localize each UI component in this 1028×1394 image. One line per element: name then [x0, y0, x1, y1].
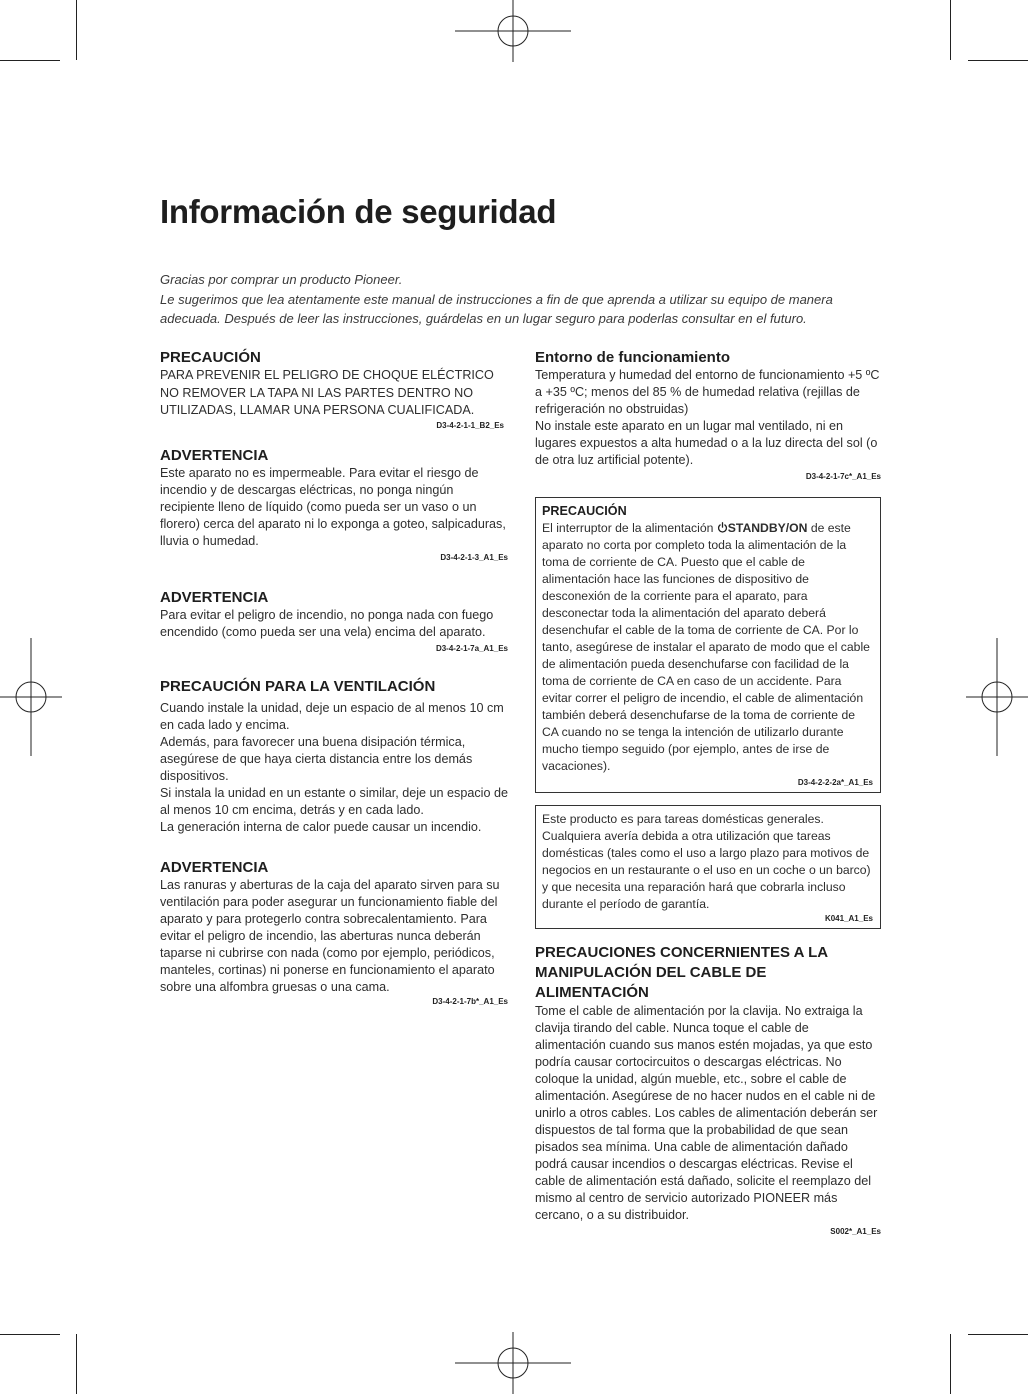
reference-code: D3-4-2-1-1_B2_Es [436, 420, 504, 430]
uso-domestico-box [535, 805, 881, 929]
reference-code: D3-4-2-2-2a*_A1_Es [797, 778, 873, 787]
section-ventilacion [160, 677, 508, 836]
crop-mark [76, 0, 77, 60]
registration-mark-top [455, 0, 571, 62]
section-heading: PRECAUCIONES CONCERNIENTES A LA MANIPULACIÓN DEL CABLE DE ALIMENTACIÓN [535, 944, 828, 1001]
left-column [160, 348, 508, 1008]
box-heading: PRECAUCIÓN [542, 504, 627, 518]
section-body: Las ranuras y aberturas de la caja del aparato sirven para su ventilación para poder asegurar un funcionamiento fiable del aparato y para protegerlo contra sobrecalentamiento. Para evitar el peligro de incendio, las aberturas nunca deberán taparse ni cubrirse con nada (como por ejemplo, periódicos, manteles, cortinas) ni ponerse en funcionamiento el aparato sobre una alfombra gruesas o una cama. [160, 877, 500, 994]
section-entorno [535, 348, 881, 483]
right-column [535, 348, 881, 1238]
section-body: PARA PREVENIR EL PELIGRO DE CHOQUE ELÉCTRICO NO REMOVER LA TAPA NI LAS PARTES DENTRO NO UTILIZADAS, LLAMAR UNA PERSONA CUALIFICADA. [160, 368, 494, 417]
intro-text [160, 270, 890, 329]
section-body: Para evitar el peligro de incendio, no ponga nada con fuego encendido (como pueda ser una vela) encima del aparato. [160, 607, 494, 639]
crop-mark [968, 60, 1028, 61]
section-body: Este aparato no es impermeable. Para evitar el riesgo de incendio y de descargas eléctricas, no ponga ningún recipiente lleno de líquido (como pueda ser un vaso o un florero) cerca del aparato ni lo exponga a goteo, salpicaduras, lluvia o humedad. [160, 465, 506, 548]
section-heading: PRECAUCIÓN PARA LA VENTILACIÓN [160, 677, 436, 695]
box-body [542, 520, 873, 775]
reference-code: D3-4-2-1-7a_A1_Es [435, 643, 508, 653]
box-body: Este producto es para tareas domésticas generales. Cualquiera avería debida a otra utilización que tareas domésticas (tales como el uso a largo plazo para motivos de negocios en un restaurante o el uso en un coche o un barco) y que necesita una reparación hará que cobrarla incluso durante el período de garantía. [542, 812, 871, 911]
registration-mark-bottom [455, 1332, 571, 1394]
section-advertencia-agua [160, 446, 508, 564]
registration-mark-left [0, 638, 62, 756]
section-paragraph: Temperatura y humedad del entorno de funcionamiento +5 ºC a +35 ºC; menos del 85 % de humedad relativa (rejillas de refrigeración no obstruidas) [535, 368, 880, 416]
section-heading: Entorno de funcionamiento [535, 349, 730, 366]
power-icon [717, 522, 728, 533]
reference-code: D3-4-2-1-7c*_A1_Es [805, 472, 881, 481]
section-paragraph: No instale este aparato en un lugar mal ventilado, ni en lugares expuestos a alta humedad o a la luz directa del sol (o de otra luz artificial potente). [535, 419, 878, 467]
section-paragraph: Si instala la unidad en un estante o similar, deje un espacio de al menos 10 cm encima, detrás y en cada lado. [160, 785, 508, 817]
section-advertencia-fuego [160, 588, 508, 655]
reference-code: D3-4-2-1-7b*_A1_Es [432, 996, 508, 1006]
section-paragraph: Cuando instale la unidad, deje un espacio de al menos 10 cm en cada lado y encima. [160, 700, 504, 732]
precaucion-standby-box [535, 497, 881, 793]
box-body-pre: El interruptor de la alimentación [542, 521, 717, 535]
reference-code: D3-4-2-1-3_A1_Es [440, 552, 508, 562]
box-body-post: de este aparato no corta por completo toda la alimentación de la toma de corriente de CA. Puesto que el cable de alimentación hace las funciones de dispositivo de desconexión de la corriente para el aparato, para desconectar toda la alimentación del aparato deberá desenchufar el cable de la toma de corriente de CA. Por lo tanto, asegúrese de instalar el aparato de modo que el cable de alimentación pueda desenchufarse con facilidad de la toma de corriente de CA en caso de un accidente. Para evitar correr el peligro de incendio, el cable de alimentación también deberá desenchufarse de la toma de corriente de CA cuando no se tenga la intención de utilizarlo durante mucho tiempo seguido (por ejemplo, antes de irse de vacaciones). [542, 521, 870, 773]
reference-code: K041_A1_Es [824, 914, 873, 923]
registration-mark-right [966, 638, 1028, 756]
section-paragraph: Además, para favorecer una buena disipación térmica, asegúrese de que haya cierta distancia entre los demás dispositivos. [160, 734, 473, 783]
crop-mark [968, 1334, 1028, 1335]
crop-mark [950, 1334, 951, 1394]
section-advertencia-ventilacion [160, 858, 508, 1008]
crop-mark [0, 60, 60, 61]
section-precaucion [160, 348, 508, 432]
crop-mark [950, 0, 951, 60]
section-heading: ADVERTENCIA [160, 588, 269, 606]
crop-mark [76, 1334, 77, 1394]
section-heading: ADVERTENCIA [160, 858, 269, 876]
standby-on-label: STANDBY/ON [727, 521, 808, 535]
crop-mark [0, 1334, 60, 1335]
section-paragraph: La generación interna de calor puede causar un incendio. [160, 819, 482, 834]
section-heading: PRECAUCIÓN [160, 349, 261, 366]
section-cable-alimentacion [535, 943, 881, 1238]
intro-line-1: Gracias por comprar un producto Pioneer. [160, 272, 403, 287]
page-title: Información de seguridad [160, 193, 557, 230]
section-heading: ADVERTENCIA [160, 446, 269, 464]
reference-code: S002*_A1_Es [830, 1227, 881, 1236]
intro-line-2: Le sugerimos que lea atentamente este manual de instrucciones a fin de que aprenda a utilizar su equipo de manera adecuada. Después de leer las instrucciones, guárdelas en un lugar seguro para poderlas consultar en el futuro. [160, 291, 833, 326]
section-body: Tome el cable de alimentación por la clavija. No extraiga la clavija tirando del cable. Nunca toque el cable de alimentación cuando sus manos estén mojadas, ya que esto podría causar cortocircuitos o descargas eléctricas. No coloque la unidad, algún mueble, etc., sobre el cable de alimentación. Asegúrese de no hacer nudos en el cable ni de unirlo a otros cables. Los cables de alimentación deberán ser dispuestos de tal forma que la probabilidad de que sean pisados sea mínima. Una cable de alimentación dañado podrá causar incendios o descargas eléctricas. Revise el cable de alimentación está dañado, solicite el reemplazo del mismo al centro de servicio autorizado PIONEER más cercano, o a su distribuidor. [535, 1004, 878, 1222]
